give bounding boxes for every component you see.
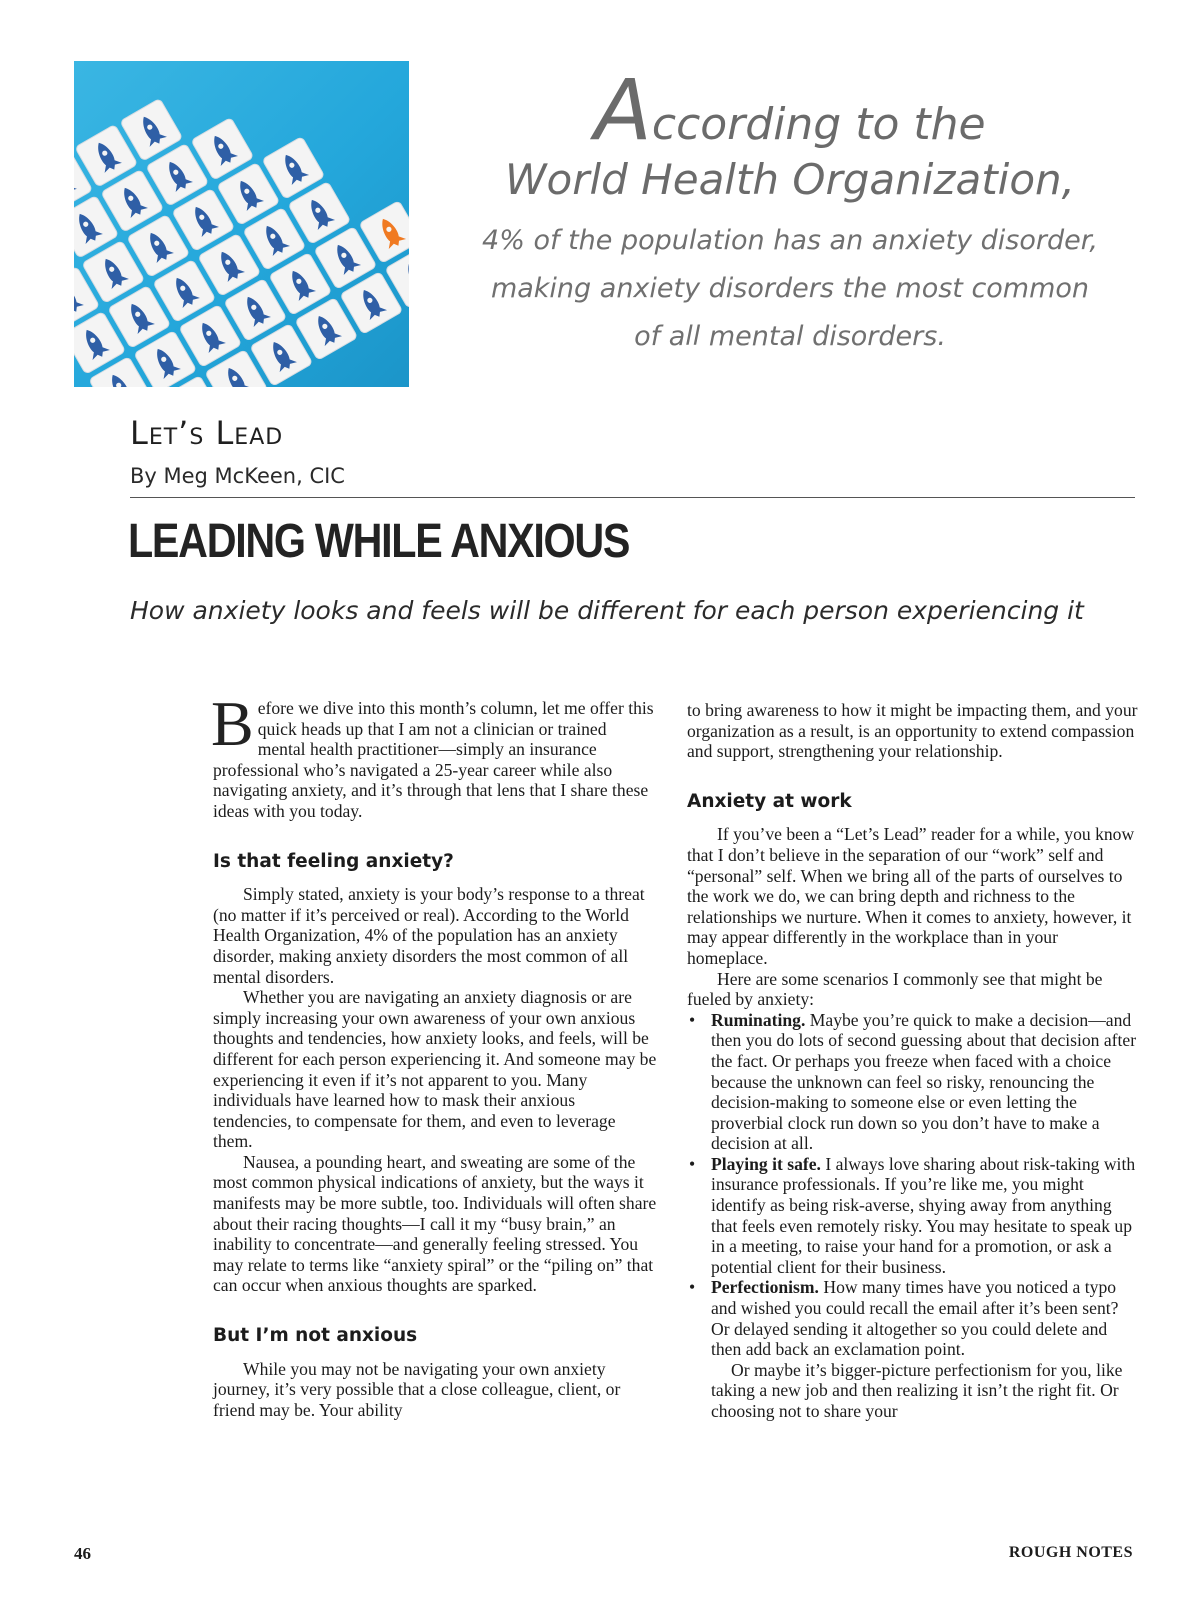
intro-paragraph: Before we dive into this month’s column, let me offer this quick heads up that I am not a clinician or trained mental health practitioner—simply an insurance professional who’s navigated a 25-year career while also navigating anxiety, and it’s through that lens that I share these ideas with you today. <box>211 688 654 821</box>
body-paragraph: Or maybe it’s bigger-picture perfectionism for you, like taking a new job and then realizing it isn’t the right fit. Or choosing not to share your <box>711 1359 1123 1421</box>
body-paragraph: While you may not be navigating your own anxiety journey, it’s very possible that a close colleague, client, or friend may be. Your ability <box>213 1358 621 1420</box>
pull-quote <box>440 61 1140 361</box>
pull-quote-line1: According to the <box>594 61 986 159</box>
header-rule <box>130 497 1135 498</box>
section-heading: But I’m not anxious <box>213 1325 418 1347</box>
scenario-list <box>687 1010 1139 1360</box>
article-headline: LEADING WHILE ANXIOUS <box>128 515 630 568</box>
pull-quote-line2: World Health Organization, <box>504 155 1076 204</box>
body-paragraph: Whether you are navigating an anxiety diagnosis or are simply increasing your own awareness of your own anxious thoughts and tendencies, how anxiety looks, and feels, will be different for each person experiencing it. And someone may be experiencing it even if it’s not apparent to you. Many individuals have learned how to mask their anxious tendencies, to compensate for them, and even to leverage them. <box>213 987 657 1152</box>
bullet: • <box>689 1153 696 1174</box>
body-paragraph: to bring awareness to how it might be impacting them, and your organization as a result, is an opportunity to extend compassion and support, strengthening your relationship. <box>687 700 1138 762</box>
drop-cap: B <box>211 688 254 759</box>
body-paragraph: Here are some scenarios I commonly see that might be fueled by anxiety: <box>687 968 1103 1010</box>
body-paragraph: If you’ve been a “Let’s Lead” reader for a while, you know that I don’t believe in the separation of our “work” self and “personal” self. When we bring all of the parts of ourselves to the work we do, we can bring depth and richness to the relationships we nurture. When it comes to anxiety, however, it may appear differently in the workplace than in your homeplace. <box>687 824 1135 968</box>
body-paragraph: Nausea, a pounding heart, and sweating are some of the most common physical indications of anxiety, but the ways it manifests may be more subtle, too. Individuals will often share about their racing thoughts—I call it my “busy brain,” an inability to concentrate—and generally feeling stressed. You may relate to terms like “anxiety spiral” or the “piling on” that can occur when anxious thoughts are sparked. <box>213 1151 657 1296</box>
rocket-blocks-illustration <box>74 61 409 387</box>
article-column-left <box>211 688 658 1420</box>
bullet: • <box>689 1009 696 1030</box>
article-column-right <box>687 700 1139 1422</box>
list-item: • Ruminating. Maybe you’re quick to make a decision—and then you do lots of second guessing about that decision after the fact. Or perhaps you freeze when faced with a choice because the unknown can feel so risky, renouncing the decision-making to someone else or even letting the proverbial clock run down so you don’t have to make a decision at all. <box>689 1009 1137 1154</box>
section-heading: Is that feeling anxiety? <box>213 850 454 872</box>
section-heading: Anxiety at work <box>687 790 852 812</box>
magazine-name: ROUGH NOTES <box>1008 1544 1133 1561</box>
list-item: • Playing it safe. I always love sharing about risk-taking with insurance professionals. If you’re like me, you might identify as being risk-averse, shying away from anything that feels even remotely risky. You may hesitate to speak up in a meeting, to raise your hand for a promotion, or ask a potential client for their business. <box>689 1153 1136 1277</box>
article-dek: How anxiety looks and feels will be different for each person experiencing it <box>130 596 1084 625</box>
pull-quote-initial: A <box>594 61 652 159</box>
column-kicker: Let’s Lead <box>130 414 284 452</box>
list-item: • Perfectionism. How many times have you noticed a typo and wished you could recall the email after it’s been sent? Or delayed sending it altogether so you could delete and then add back an exclamation point. <box>689 1277 1119 1360</box>
body-paragraph: Simply stated, anxiety is your body’s response to a threat (no matter if it’s perceived or real). According to the World Health Organization, 4% of the population has an anxiety disorder, making anxiety disorders the most common of all mental disorders. <box>213 884 645 987</box>
byline: By Meg McKeen, CIC <box>130 464 345 488</box>
hero-image <box>74 61 409 387</box>
page-number: 46 <box>74 1544 91 1563</box>
pull-quote-sub: 4% of the population has an anxiety disorder, making anxiety disorders the most common of all mental disorders. <box>482 225 1098 352</box>
bullet: • <box>689 1277 696 1298</box>
